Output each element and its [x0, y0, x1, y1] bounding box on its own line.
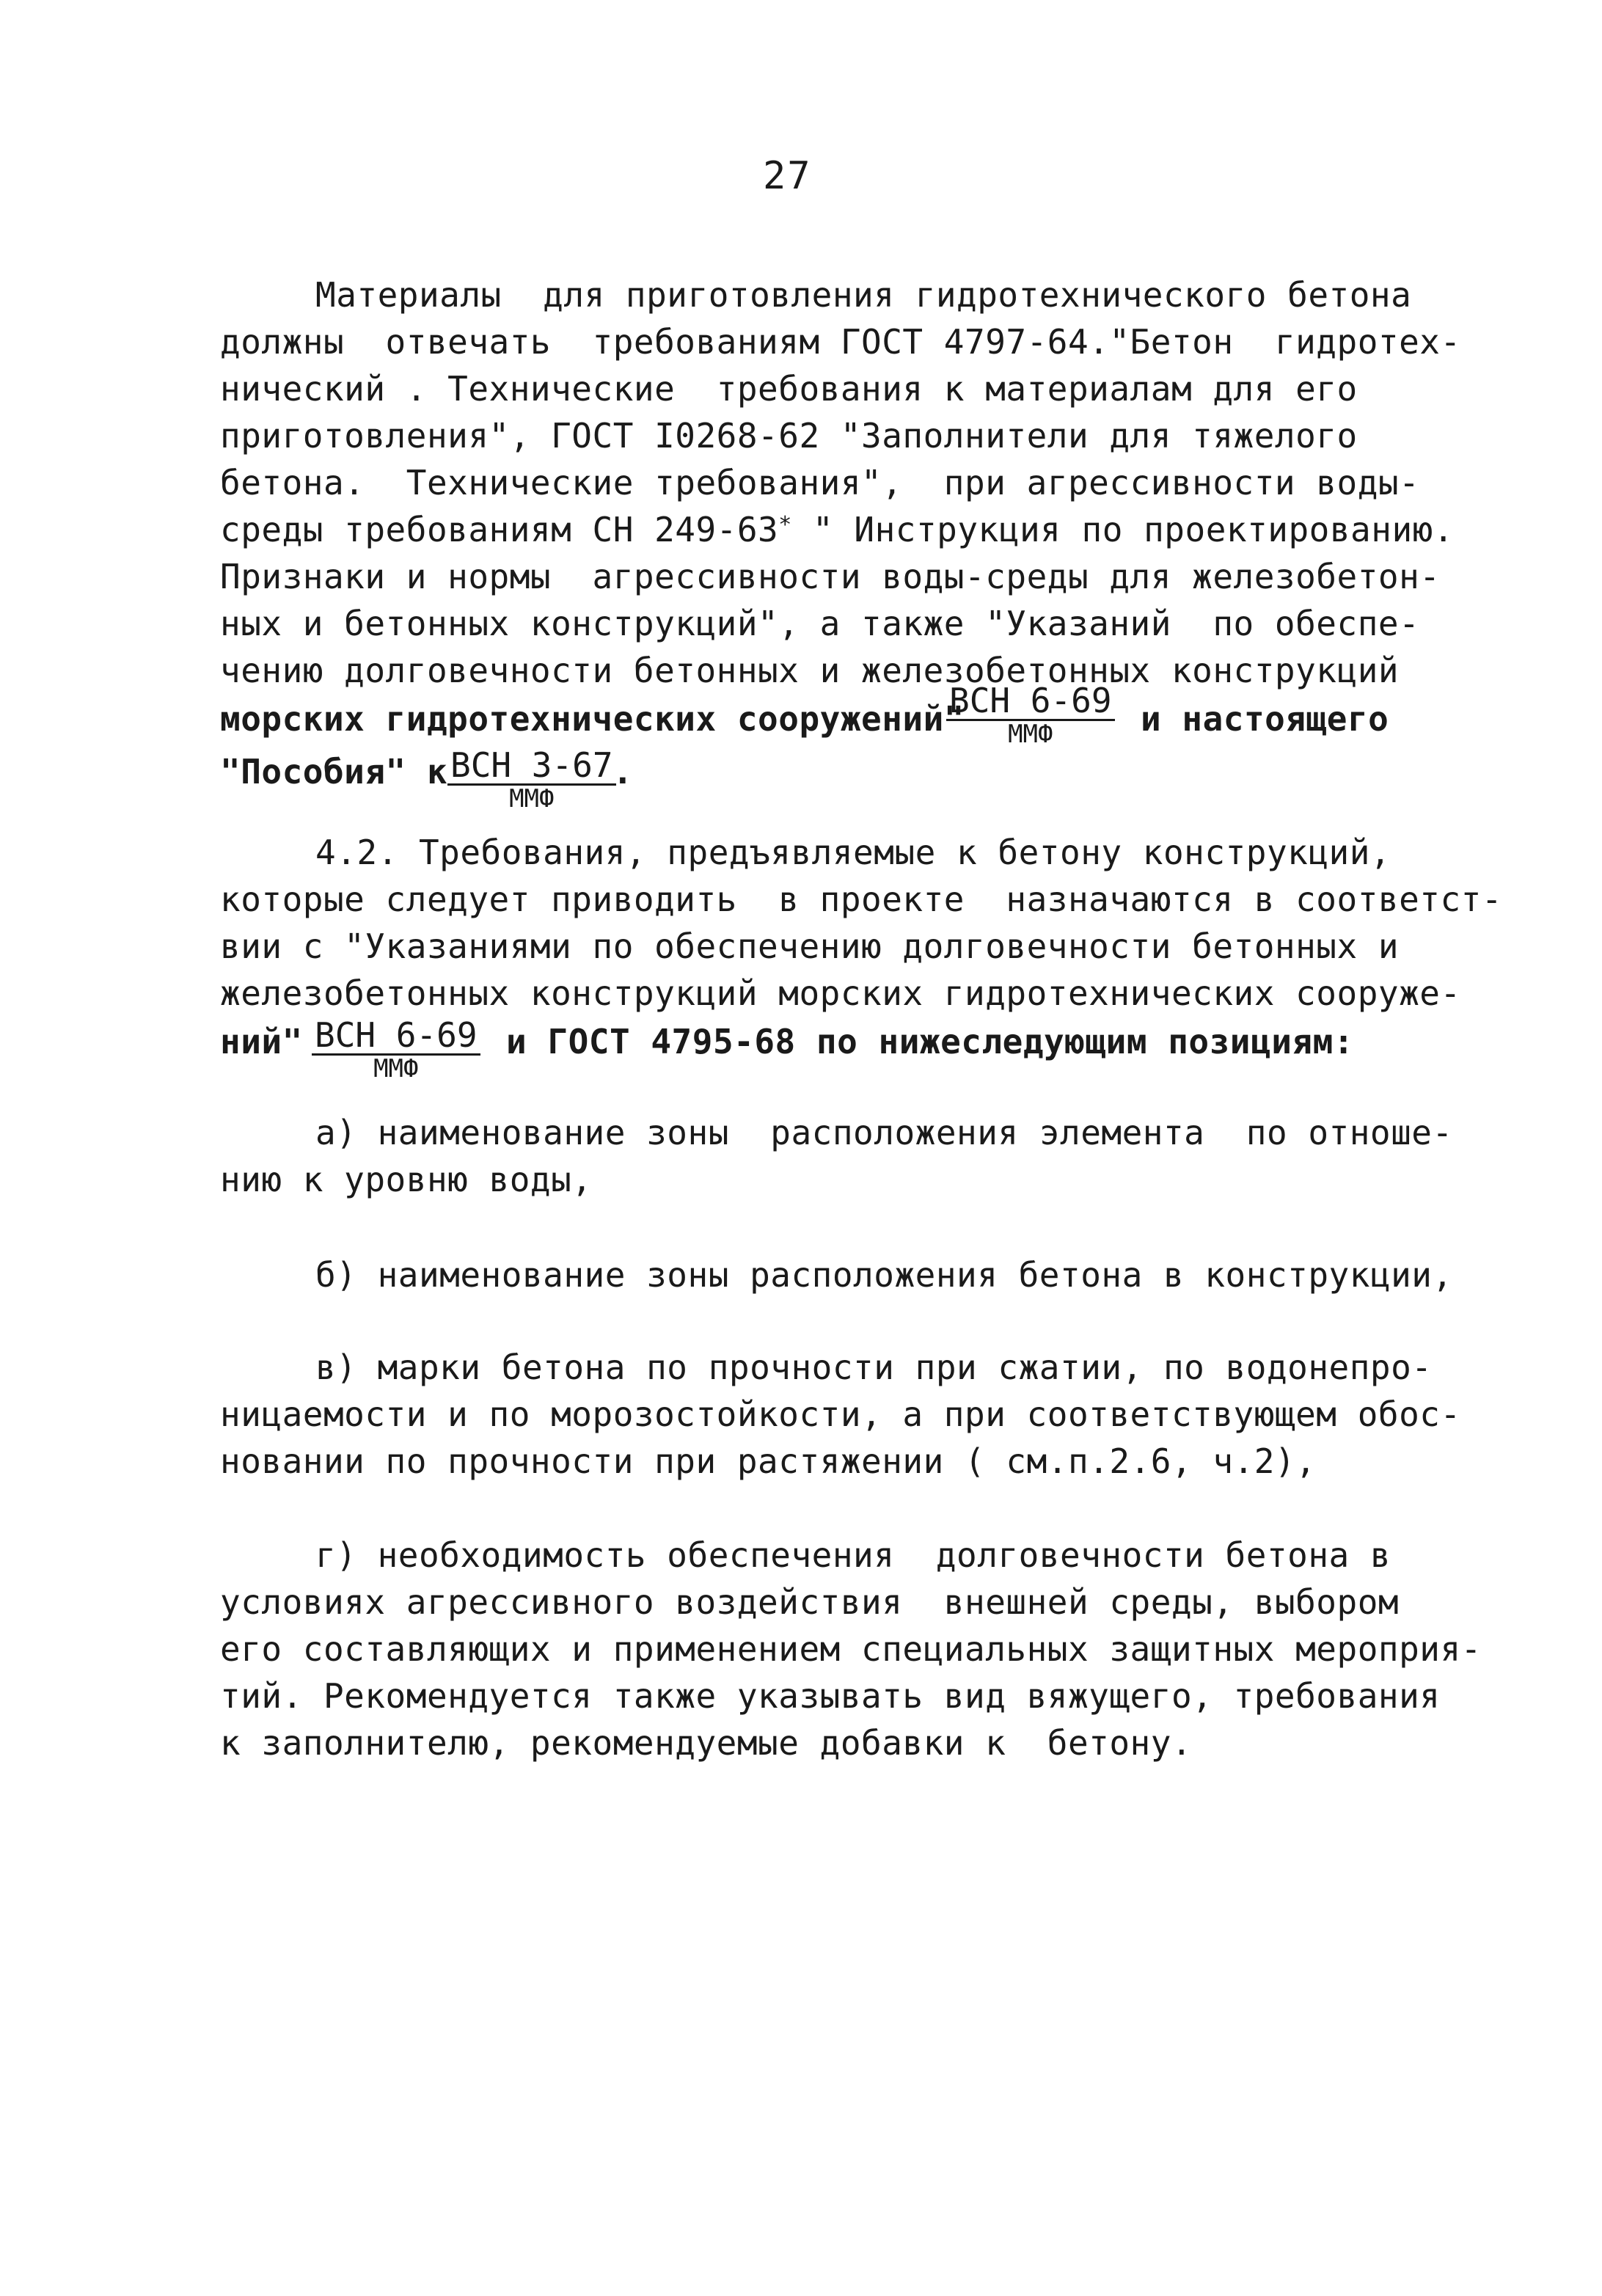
text-line	[220, 506, 1454, 553]
footnote-asterisk: *	[778, 512, 792, 538]
text-line: .	[612, 752, 634, 791]
page-number: 27	[763, 154, 812, 198]
text-line: ний"	[220, 1022, 303, 1061]
text-line: тий. Рекомендуется также указывать вид вяжущего, требования	[220, 1676, 1441, 1716]
text-line: морских гидротехнических сооружений"	[220, 699, 965, 739]
text-line: к заполнителю, рекомендуемые добавки к бетону.	[220, 1723, 1193, 1763]
fraction-denominator: ММФ	[509, 784, 555, 814]
text-line: г) необходимость обеспечения долговечности бетона в	[315, 1535, 1391, 1575]
text-line: а) наименование зоны расположения элемента по отноше-	[315, 1113, 1453, 1152]
text-line: нию к уровню воды,	[220, 1160, 593, 1199]
text-line: условиях агрессивного воздействия внешней среды, выбором	[220, 1582, 1400, 1622]
fraction-numerator: ВСН 3-67	[447, 747, 616, 786]
text-line: новании по прочности при растяжении ( см.п.2.6, ч.2),	[220, 1441, 1317, 1481]
fraction-denominator: ММФ	[1008, 720, 1053, 749]
text-line: приготовления", ГОСТ I0268-62 "Заполнители для тяжелого	[220, 416, 1358, 456]
text-line: в) марки бетона по прочности при сжатии, по водонепро-	[315, 1348, 1433, 1387]
text-line: Материалы для приготовления гидротехнического бетона	[315, 275, 1412, 315]
text-line: "Пособия" к	[220, 752, 448, 791]
text-line: б) наименование зоны расположения бетона в конструкции,	[315, 1255, 1453, 1295]
text-line: Признаки и нормы агрессивности воды-среды для железобетон-	[220, 557, 1441, 596]
text-line: которые следует приводить в проекте назначаются в соответст-	[220, 880, 1503, 919]
text-line: должны отвечать требованиям ГОСТ 4797-64."Бетон гидротех-	[220, 322, 1461, 362]
text-segment: среды требованиям СН 249-63	[220, 510, 779, 549]
fraction-denominator: ММФ	[373, 1054, 419, 1083]
text-line: нический . Технические требования к материалам для его	[220, 369, 1358, 409]
standard-reference-fraction	[447, 747, 616, 812]
text-line: бетона. Технические требования", при агрессивности воды-	[220, 463, 1420, 502]
fraction-numerator: ВСН 6-69	[946, 682, 1115, 721]
text-line: железобетонных конструкций морских гидротехнических сооруже-	[220, 973, 1461, 1013]
text-segment: " Инструкция по проектированию.	[791, 510, 1455, 549]
text-line: чению долговечности бетонных и железобетонных конструкций	[220, 651, 1400, 690]
text-line: его составляющих и применением специальных защитных мероприя-	[220, 1629, 1482, 1669]
standard-reference-fraction	[946, 682, 1115, 747]
text-line: 4.2. Требования, предъявляемые к бетону конструкций,	[315, 833, 1391, 872]
standard-reference-fraction	[312, 1017, 480, 1082]
text-line: ных и бетонных конструкций", а также "Указаний по обеспе-	[220, 604, 1420, 643]
text-line: и ГОСТ 4795-68 по нижеследующим позициям:	[506, 1022, 1354, 1061]
text-line: вии с "Указаниями по обеспечению долговечности бетонных и	[220, 926, 1400, 966]
text-line: ницаемости и по морозостойкости, а при соответствующем обос-	[220, 1394, 1461, 1434]
text-line: и настоящего	[1141, 699, 1389, 739]
fraction-numerator: ВСН 6-69	[312, 1017, 480, 1056]
